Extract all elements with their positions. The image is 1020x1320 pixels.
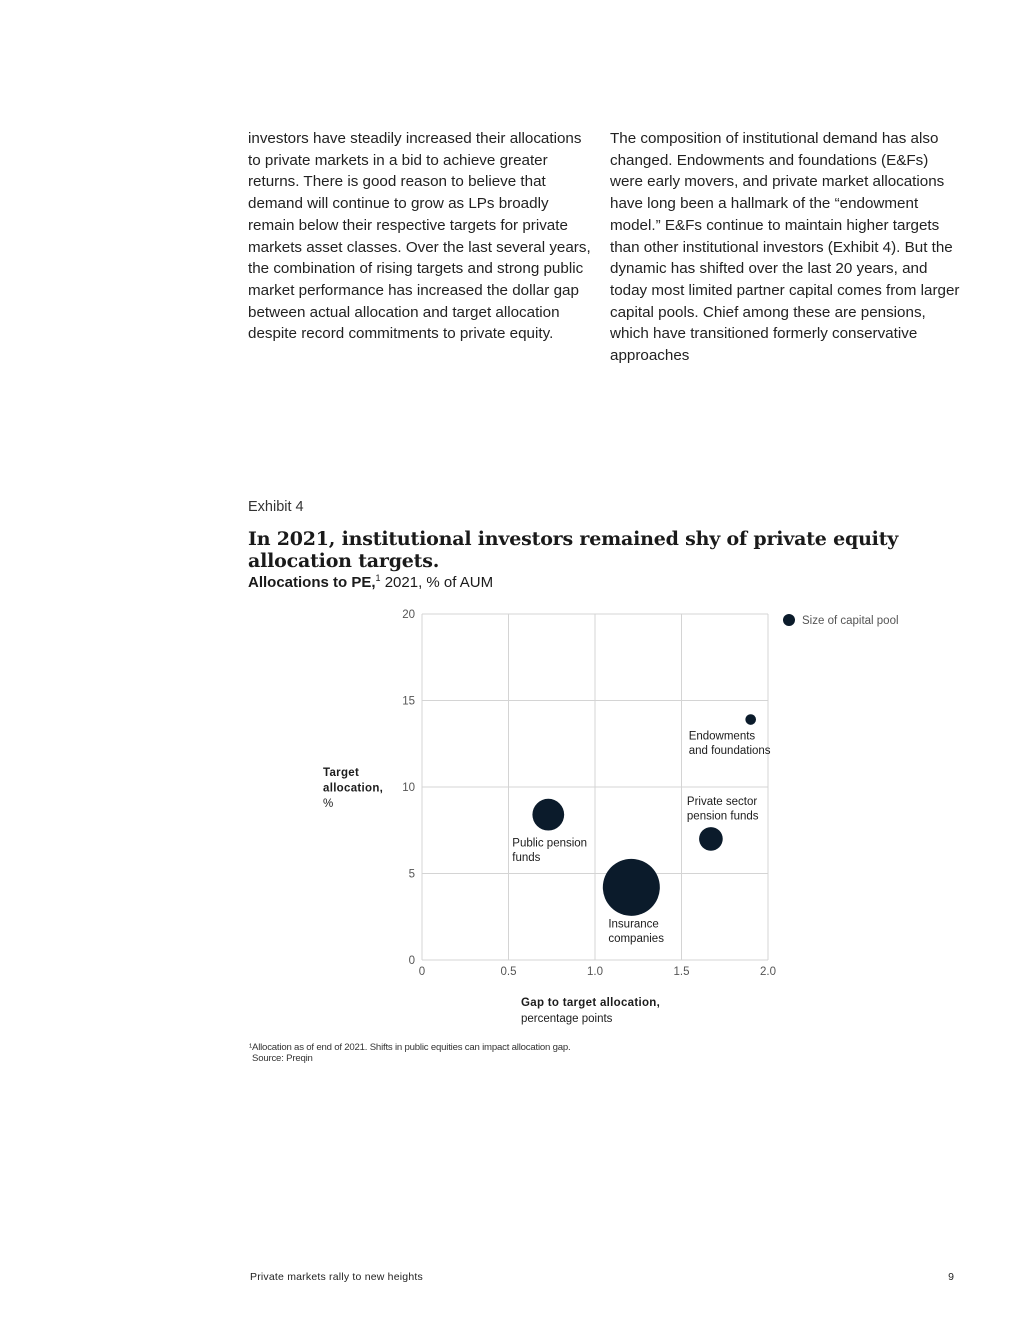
footnote bbox=[249, 1042, 571, 1064]
exhibit-title: In 2021, institutional investors remained shy of private equity allocation targets. bbox=[248, 528, 899, 572]
footnote-marker: 1 bbox=[375, 573, 381, 583]
body-paragraph-right: The composition of institutional demand has also changed. Endowments and foundations (E&Fs) were early movers, and private market allocations have long been a hallmark of the “endowment model.” E&Fs continue to maintain higher targets than other institutional investors (Exhibit 4). But the dynamic has shifted over the last 20 years, and today most limited partner capital comes from larger capital pools. Chief among these are pensions, which have transitioned formerly conservative approaches bbox=[610, 130, 960, 365]
x-axis-title-line: percentage points bbox=[521, 1013, 613, 1025]
bubble-point bbox=[745, 714, 756, 725]
point-label-line: Public pension bbox=[512, 837, 588, 850]
y-tick-label: 15 bbox=[402, 695, 415, 708]
chart-subtitle-bold: Allocations to PE, bbox=[248, 574, 376, 591]
bubble-point bbox=[699, 827, 723, 851]
page-number: 9 bbox=[948, 1271, 954, 1283]
footer-title: Private markets rally to new heights bbox=[250, 1271, 423, 1283]
y-tick-label: 5 bbox=[408, 868, 415, 881]
body-paragraph-left: investors have steadily increased their allocations to private markets in a bid to achieve greater returns. There is good reason to believe that demand will continue to grow as LPs broadly remain below their respective targets for private markets asset classes. Over the last several years, the combination of rising targets and strong public market performance has increased the dollar gap between actual allocation and target allocation despite record commitments to private equity. bbox=[248, 130, 591, 343]
y-tick-label: 20 bbox=[402, 609, 415, 621]
x-axis-title-line: Gap to target allocation, bbox=[521, 997, 661, 1009]
legend-marker bbox=[783, 614, 795, 626]
footnote-text: ¹Allocation as of end of 2021. Shifts in public equities can impact allocation gap. bbox=[249, 1042, 571, 1053]
chart-legend bbox=[783, 614, 899, 627]
legend-label: Size of capital pool bbox=[802, 615, 899, 627]
bubble-point bbox=[603, 859, 660, 916]
x-tick-label: 2.0 bbox=[760, 966, 776, 978]
point-label-line: companies bbox=[608, 932, 664, 945]
x-tick-label: 1.0 bbox=[587, 966, 603, 978]
x-tick-label: 0.5 bbox=[500, 966, 517, 978]
x-tick-label: 1.5 bbox=[673, 966, 690, 978]
point-label-line: funds bbox=[512, 852, 541, 865]
bubble-point bbox=[532, 799, 564, 831]
y-axis-title-line: % bbox=[323, 798, 334, 810]
point-label-line: pension funds bbox=[686, 810, 759, 823]
chart-subtitle-rest: 2021, % of AUM bbox=[380, 574, 494, 591]
point-label-line: Private sector bbox=[686, 795, 758, 808]
source-text: Source: Preqin bbox=[252, 1053, 313, 1064]
y-tick-label: 10 bbox=[402, 782, 415, 794]
y-axis-title-line: Target bbox=[323, 767, 360, 779]
y-tick-label: 0 bbox=[408, 955, 415, 967]
x-tick-label: 0 bbox=[418, 966, 426, 978]
point-label-line: Endowments bbox=[688, 730, 756, 743]
point-label-line: and foundations bbox=[688, 745, 771, 758]
exhibit-label: Exhibit 4 bbox=[248, 499, 304, 515]
point-label-line: Insurance bbox=[608, 918, 659, 931]
chart-grid bbox=[422, 614, 768, 960]
y-axis-title-line: allocation, bbox=[323, 782, 384, 795]
